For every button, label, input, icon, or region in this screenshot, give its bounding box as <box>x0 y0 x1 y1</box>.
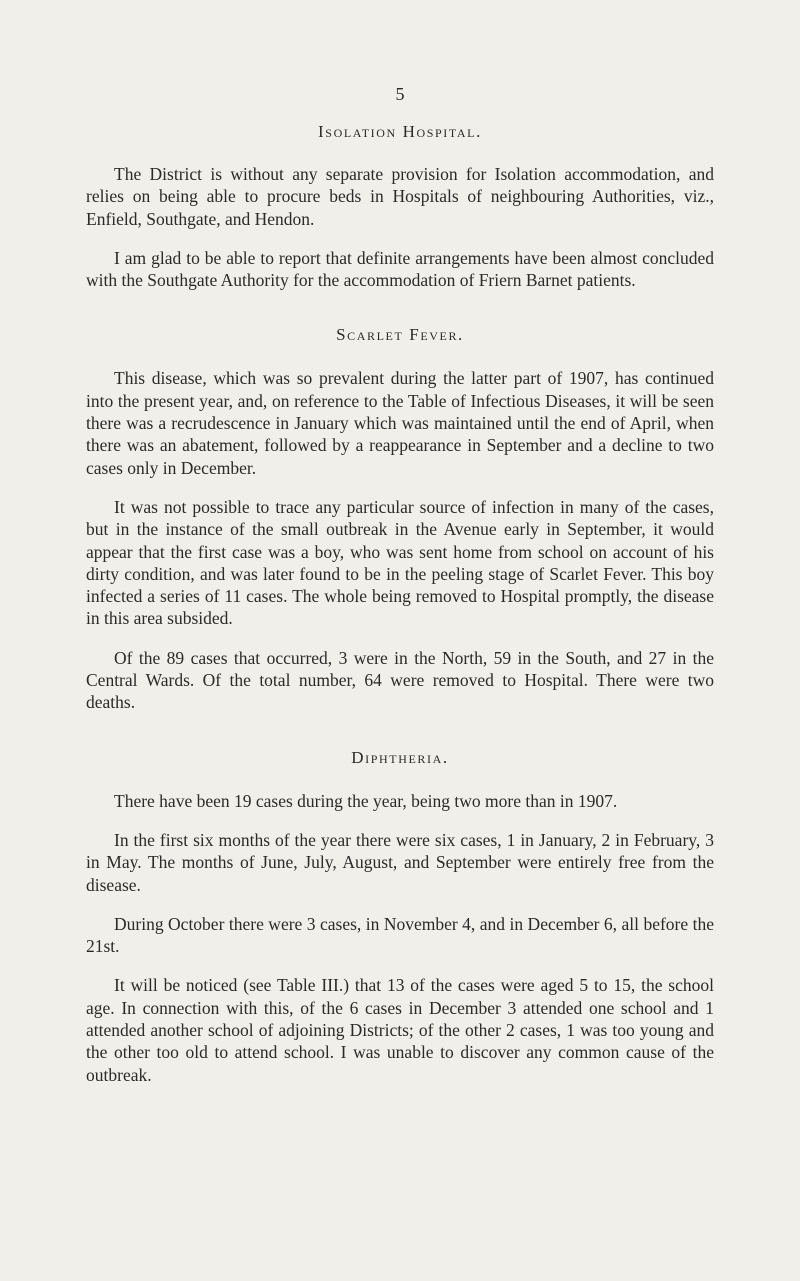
section-isolation-hospital <box>86 122 714 291</box>
section-heading: Isolation Hospital. <box>318 122 482 141</box>
paragraph: In the first six months of the year there were six cases, 1 in January, 2 in February, 3 in May. The months of June, July, August, and September were entirely free from the disease. <box>86 829 714 895</box>
paragraph: It was not possible to trace any particular source of infection in many of the cases, but in the instance of the small outbreak in the Avenue early in September, it would appear that the first case was a boy, who was sent home from school on account of his dirty condition, and was later found to be in the peeling stage of Scarlet Fever. This boy infected a series of 11 cases. The whole being removed to Hospital promptly, the disease in this area subsided. <box>86 496 714 629</box>
page-number: 5 <box>395 84 405 104</box>
section-heading: Diphtheria. <box>351 747 449 767</box>
section-scarlet-fever <box>86 325 714 713</box>
paragraph: During October there were 3 cases, in November 4, and in December 6, all before the 21st. <box>86 913 714 957</box>
paragraph: This disease, which was so prevalent during the latter part of 1907, has continued into the present year, and, on reference to the Table of Infectious Diseases, it will be seen there was a recrudescence in January which was maintained until the end of April, when there was an abatement, followed by a reappearance in September and a decline to two cases only in December. <box>86 368 714 478</box>
paragraph: I am glad to be able to report that definite arrangements have been almost concluded with the Southgate Authority for the accommodation of Friern Barnet patients. <box>86 247 714 291</box>
section-diphtheria <box>86 748 714 1086</box>
paragraph: The District is without any separate provision for Isolation accommodation, and relies on being able to procure beds in Hospitals of neighbouring Authorities, viz., Enfield, Southgate, and Hendon. <box>86 164 714 229</box>
paragraph: It will be noticed (see Table III.) that 13 of the cases were aged 5 to 15, the school age. In connection with this, of the 6 cases in December 3 attended one school and 1 attended another school of adjoining Districts; of the other 2 cases, 1 was too young and the other too old to attend school. I was unable to discover any common cause of the outbreak. <box>86 975 714 1085</box>
section-heading: Scarlet Fever. <box>336 325 464 345</box>
paragraph: Of the 89 cases that occurred, 3 were in the North, 59 in the South, and 27 in the Central Wards. Of the total number, 64 were removed to Hospital. There were two deaths. <box>86 647 714 713</box>
page-body <box>86 122 714 1086</box>
paragraph: There have been 19 cases during the year, being two more than in 1907. <box>114 790 618 811</box>
